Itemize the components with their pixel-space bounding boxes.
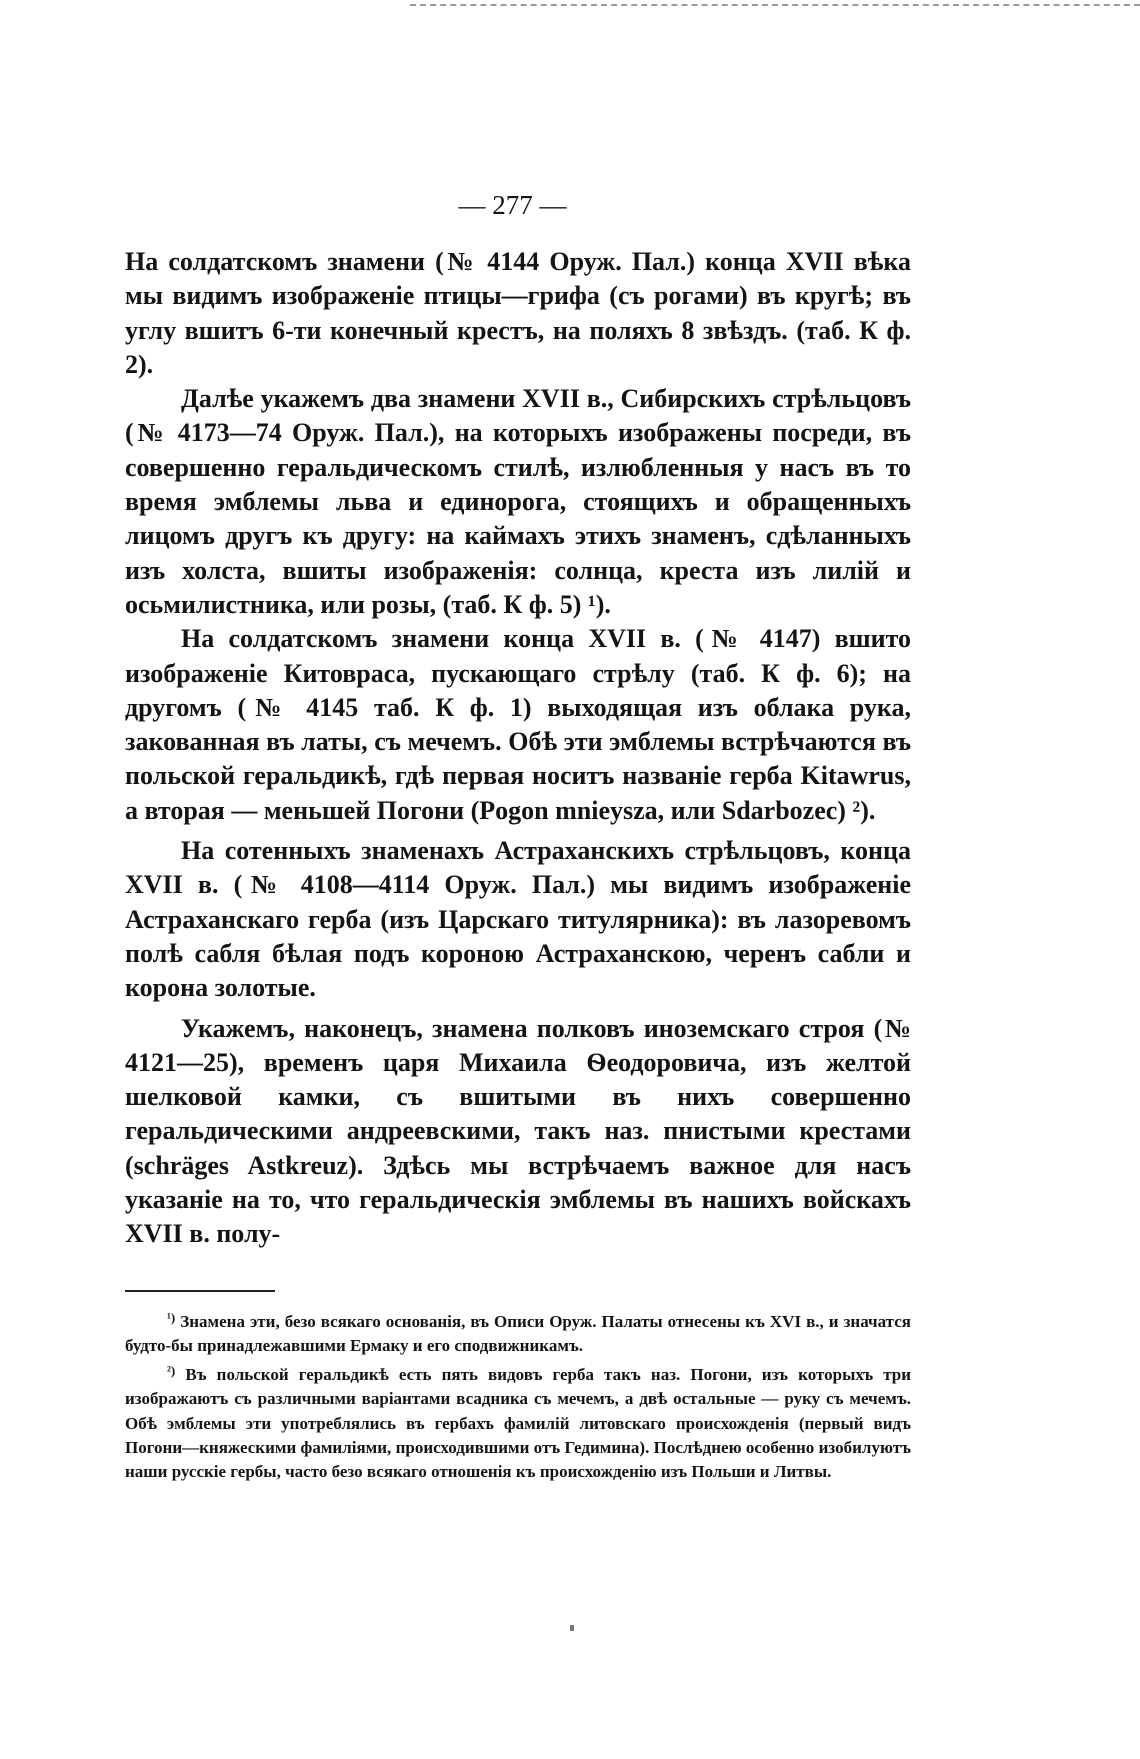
page-number: — 277 — [458, 190, 567, 220]
main-text-block [125, 245, 911, 1252]
paragraph-3: На солдатскомъ знамени конца XVII в. (№ 4147) вшито изображеніе Китовраса, пускающаго стрѣлу (таб. К ф. 6); на другомъ (№ 4145 таб. К ф. 1) выходящая изъ облака рука, закованная въ латы, съ мечемъ. Обѣ эти эмблемы встрѣчаются въ польской геральдикѣ, гдѣ первая носитъ названіе герба Kitawrus, а вторая — меньшей Погони (Pogon mnieysza, или Sdarbozec) ²). [125, 624, 911, 825]
footnote-1 [125, 1306, 911, 1359]
footnote-2-text: Въ польской геральдикѣ есть пять видовъ герба такъ наз. Погони, изъ которыхъ три изображаютъ съ различными варіантами всадника съ мечемъ, а двѣ остальные — руку съ мечемъ. Обѣ эмблемы эти употреблялись въ гербахъ фамилій литовскаго происхожденія (первый видъ Погони—княжескими фамиліями, происходившими отъ Гедимина). Послѣднею особенно изобилуютъ наши русскіе гербы, часто безо всякаго отношенія къ происхожденію изъ Польши и Литвы. [125, 1364, 911, 1482]
paragraph-2: Далѣе укажемъ два знамени XVII в., Сибирскихъ стрѣльцовъ (№ 4173—74 Оруж. Пал.), на которыхъ изображены посреди, въ совершенно геральдическомъ стилѣ, излюбленныя у насъ въ то время эмблемы льва и единорога, стоящихъ и обращенныхъ лицомъ другъ къ другу: на каймахъ этихъ знаменъ, сдѣланныхъ изъ холста, вшиты изображенія: солнца, креста изъ лилій и осьмилистника, или розы, (таб. К ф. 5) ¹). [125, 384, 911, 619]
footnote-2-marker: ²) [167, 1362, 176, 1378]
footnote-1-text: Знамена эти, безо всякаго основанія, въ Описи Оруж. Палаты отнесены къ XVI в., и значатся будто-бы принадлежавшими Ермаку и его сподвижникамъ. [125, 1312, 911, 1356]
scan-edge-dashed-line [410, 4, 1140, 6]
scan-speck [570, 1625, 574, 1631]
paragraph-1: На солдатскомъ знамени (№ 4144 Оруж. Пал.) конца XVII вѣка мы видимъ изображеніе птицы—грифа (съ рогами) въ кругѣ; въ углу вшитъ 6-ти конечный крестъ, на поляхъ 8 звѣздъ. (таб. К ф. 2). [125, 247, 911, 379]
footnotes-block [125, 1306, 911, 1485]
footnote-1-marker: ¹) [167, 1310, 176, 1325]
footnote-separator [125, 1290, 275, 1292]
footnote-2 [125, 1359, 911, 1485]
paragraph-4: На сотенныхъ знаменахъ Астраханскихъ стрѣльцовъ, конца XVII в. (№ 4108—4114 Оруж. Пал.) мы видимъ изображеніе Астраханскаго герба (изъ Царскаго титулярника): въ лазоревомъ полѣ сабля бѣлая подъ короною Астраханскою, черенъ сабли и корона золотые. [125, 836, 911, 1003]
paragraph-5: Укажемъ, наконецъ, знамена полковъ иноземскаго строя (№ 4121—25), временъ царя Михаила Ѳеодоровича, изъ желтой шелковой камки, съ вшитыми въ нихъ совершенно геральдическими андреевскими, такъ наз. пнистыми крестами (schräges Astkreuz). Здѣсь мы встрѣчаемъ важное для насъ указаніе на то, что геральдическія эмблемы въ нашихъ войскахъ XVII в. полу- [125, 1013, 911, 1249]
